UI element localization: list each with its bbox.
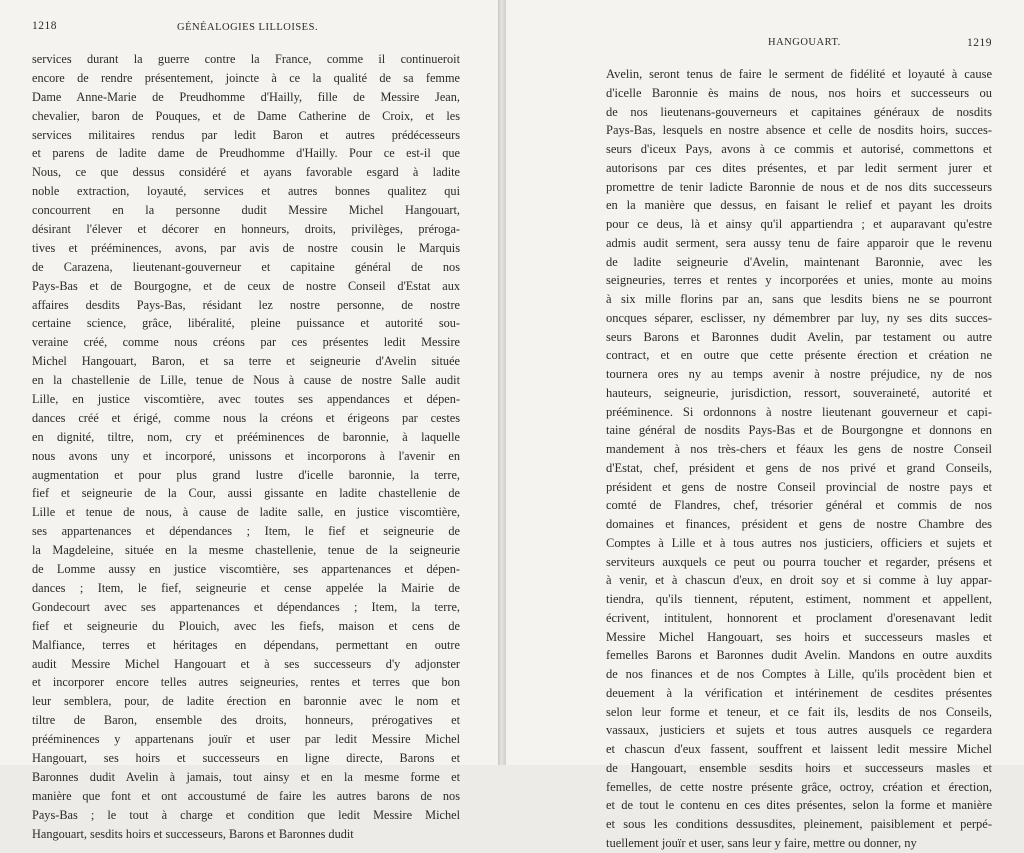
text-line: mandement à nos très-chers et féaux les gens de nostre Conseil <box>606 442 992 456</box>
text-line: Gondecourt avec ses appartenances et dépendances ; Item, la terre, <box>32 599 460 614</box>
text-line: seigneuries, terres et rentes y incorporées et unies, monte au moins <box>606 273 992 288</box>
text-line: et incorporer encore telles autres seigneuries, rentes et terres que bon <box>32 675 460 690</box>
text-line: augmentation et pour plus grand lustre d'icelle baronnie, la terre, <box>32 467 460 482</box>
text-line: d'Estat, chef, président et gens de nos privé et grand Conseils, <box>606 460 992 475</box>
text-line: Michel Hangouart, Baron, et sa terre et seigneurie d'Avelin située <box>32 354 460 369</box>
text-line: et de tout le contenu en ces dites présentes, selon la forme et manière <box>606 798 992 813</box>
text-line: Comptes à Lille et à tous autres nos justiciers, officiers et sujets et <box>606 535 992 550</box>
text-line: de Lomme aussy en justice viscomtière, ses appartenances et dépen- <box>32 562 460 577</box>
right-page <box>506 0 1024 850</box>
text-line: fief et seigneurie du Plouich, avec les fiefs, maison et cens de <box>32 618 460 633</box>
text-line: Malfiance, terres et héritages en dépendans, permettant en outre <box>32 637 460 652</box>
text-line: comté de Flandres, chef, trésorier général et commis de nos <box>606 498 992 513</box>
text-line: en la chastellenie de Lille, tenue de Nous à cause de nostre Salle audit <box>32 373 460 388</box>
text-line: Pays-Bas ; le tout à charge et condition que ledit Messire Michel <box>32 807 460 822</box>
text-line: d'icelle Baronnie ès mains de nous, nos hoirs et successeurs ou <box>606 85 992 100</box>
text-line: et chascun d'eux fassent, souffrent et laissent ledit messire Michel <box>606 742 992 756</box>
text-line: de ladite seigneurie d'Avelin, maintenant Baronnie, avec les <box>606 254 992 269</box>
left-page-text <box>32 50 460 843</box>
text-line: femelles, de cette nostre présente grâce, octroy, création et érection, <box>606 779 992 794</box>
text-line: manière que font et ont accoustumé de faire les autres barons de nos <box>32 788 460 803</box>
text-line: tournera ores ny au temps avenir à nostre préjudice, ny de nos <box>606 367 992 381</box>
text-line: président et gens de nostre Conseil provincial de nostre pays et <box>606 479 992 494</box>
text-line: prééminence. Si ordonnons à nostre lieutenant gouverneur et capi- <box>606 404 992 419</box>
text-line: Lille, en justice viscomtière, avec toutes ses appendances et dépen- <box>32 392 460 407</box>
text-line: à six mille florins par an, sans que lesdits biens ne se pourront <box>606 292 992 306</box>
text-line: et parens de ladite dame de Preudhomme d'Hailly. Pour ce est-il que <box>32 146 460 161</box>
text-line: la Magdeleine, située en la mesme chastellenie, tenue de la seigneurie <box>32 543 460 558</box>
text-line: Nous, ce que dessus considéré et ayans favorable esgard à ladite <box>32 165 460 180</box>
left-page <box>0 0 498 841</box>
text-line: et sous les conditions dessusdites, pleinement, paisiblement et perpé- <box>606 817 992 831</box>
text-line: seurs d'iceux Pays, avons à ce commis et autorisé, commettons et <box>606 142 992 156</box>
text-line: Hangouart, sesdits hoirs et successeurs, Barons et Baronnes dudit <box>32 826 354 841</box>
right-running-title: HANGOUART. <box>768 37 841 48</box>
text-line: écrivent, intitulent, honnorent et proclament d'oresenavant ledit <box>606 610 992 625</box>
text-line: contract, et en outre que cette présente érection et création ne <box>606 348 992 363</box>
text-line: seurs Barons et Baronnes dudit Avelin, par testament ou autre <box>606 329 992 344</box>
text-line: vassaux, justiciers et sujets et tous autres ausquels ce regardera <box>606 723 992 738</box>
text-line: serviteurs auxquels ce peut ou pourra toucher et regarder, présens et <box>606 554 992 569</box>
text-line: chevalier, baron de Pouques, et de Dame Catherine de Croix, et les <box>32 108 460 123</box>
text-line: femelles Barons et Baronnes dudit Avelin. Mandons en outre auxdits <box>606 648 992 663</box>
right-page-text <box>606 65 992 853</box>
left-running-title: GÉNÉALOGIES LILLOISES. <box>177 22 319 33</box>
text-line: Hangouart, ses hoirs et successeurs en ligne directe, Barons et <box>32 750 460 765</box>
text-line: tives et prééminences, avons, par avis de nostre cousin le Marquis <box>32 240 460 255</box>
text-line: encore de rendre présentement, joincte à ce la qualité de sa femme <box>32 70 460 85</box>
text-line: veraine créé, comme nous créons par ces présentes ledit Messire <box>32 335 460 350</box>
text-line: en la manière que dessus, en faisant le relief et payant les droits <box>606 198 992 213</box>
text-line: nous avons uny et incorporé, unissons et incorporons à l'avenir en <box>32 448 460 463</box>
text-line: fief et seigneurie de la Cour, aussi gissante en ladite chastellenie de <box>32 486 460 501</box>
text-line: concourrent en la personne dudit Messire Michel Hangouart, <box>32 203 460 218</box>
left-page-header <box>32 20 460 38</box>
text-line: tiltre de Baron, ensemble des droits, honneurs, prérogatives et <box>32 713 460 728</box>
text-line: pour ce deus, là et ainsy qu'il appartiendra ; et auparavant qu'estre <box>606 217 992 231</box>
text-line: promettre de tenir ladicte Baronnie de nous et de nos dits successeurs <box>606 179 992 194</box>
text-line: dances créé et érigé, comme nous la créons et érigeons par cestes <box>32 410 460 425</box>
text-line: Messire Michel Hangouart, ses hoirs et successeurs masles et <box>606 629 992 644</box>
text-line: Dame Anne-Marie de Preudhomme d'Hailly, fille de Messire Jean, <box>32 89 460 104</box>
text-line: deuement à la vérification et intérinement de cesdites présentes <box>606 685 992 700</box>
text-line: tiendra, qu'ils tiennent, réputent, estiment, nomment et appellent, <box>606 592 992 606</box>
text-line: services durant la guerre contre la France, comme il continueroit <box>32 52 460 66</box>
text-line: Pays-Bas et de Bourgogne, et de ceux de nostre Conseil d'Estat aux <box>32 278 460 293</box>
text-line: taine général de nosdits Pays-Bas et de Bourgongne et donnons en <box>606 423 992 438</box>
text-line: Baronnes dudit Avelin à jamais, tout ainsy et en la mesme forme et <box>32 769 460 784</box>
text-line: à venir, et à chascun d'eux, en droit soy et si comme à luy appar- <box>606 573 992 588</box>
text-line: Pays-Bas, lesquels en nostre absence et celle de nosdits hoirs, succes- <box>606 123 992 138</box>
text-line: autorisons par ces dites présentes, et par ledit serment jurer et <box>606 160 992 175</box>
text-line: hauteurs, seigneurie, jurisdiction, ressort, souveraineté, autorité et <box>606 385 992 400</box>
text-line: selon leur forme et teneur, et ce fait ils, lesdits de nos Conseils, <box>606 704 992 719</box>
left-page-number: 1218 <box>32 20 57 32</box>
right-page-number: 1219 <box>967 37 992 49</box>
text-line: de Hangouart, ensemble sesdits hoirs et successeurs masles et <box>606 760 992 775</box>
text-line: affaires desdits Pays-Bas, résidant lez nostre personne, de nostre <box>32 297 460 312</box>
text-line: ses appartenances et dépendances ; Item, le fief et seigneurie de <box>32 524 460 539</box>
text-line: domaines et finances, président et gens de nostre Chambre des <box>606 517 992 531</box>
text-line: certaine science, grâce, libéralité, pleine puissance et autorité sou- <box>32 316 460 331</box>
text-line: tuellement jouïr et user, sans leur y faire, mettre ou donner, ny <box>606 835 917 850</box>
text-line: en dignité, tiltre, nom, cry et prééminences de baronnie, à laquelle <box>32 429 460 444</box>
text-line: services militaires rendus par ledit Baron et autres prédécesseurs <box>32 127 460 142</box>
text-line: audit Messire Michel Hangouart et à ses successeurs d'y adjonster <box>32 656 460 671</box>
book-gutter <box>498 0 506 765</box>
text-line: Avelin, seront tenus de faire le serment de fidélité et loyauté à cause <box>606 67 992 81</box>
text-line: de nos finances et de nos Comptes à Lille, qu'ils procèdent bien et <box>606 667 992 681</box>
right-page-header <box>606 31 992 49</box>
text-line: admis audit serment, sera aussy tenu de faire apparoir que le revenu <box>606 235 992 250</box>
text-line: leur semblera, pour, de ladite érection en baronnie avec le nom et <box>32 694 460 709</box>
text-line: noble extraction, loyauté, services et autres bonnes qualitez qui <box>32 184 460 199</box>
text-line: prééminences y appartenans jouïr et user par ledit Messire Michel <box>32 732 460 747</box>
text-line: oncques séparer, esclisser, ny démembrer par luy, ny ses dits succes- <box>606 310 992 325</box>
text-line: dances ; Item, le fief, seigneurie et cense appelée la Mairie de <box>32 580 460 595</box>
text-line: de nos lieutenans-gouverneurs et capitaines généraux de nosdits <box>606 104 992 119</box>
text-line: Lille et tenue de nous, à cause de ladite salle, en justice viscomtière, <box>32 505 460 520</box>
text-line: de Carazena, lieutenant-gouverneur et capitaine général de nos <box>32 259 460 274</box>
text-line: désirant l'élever et décorer en honneurs, droits, privilèges, préroga- <box>32 222 460 237</box>
